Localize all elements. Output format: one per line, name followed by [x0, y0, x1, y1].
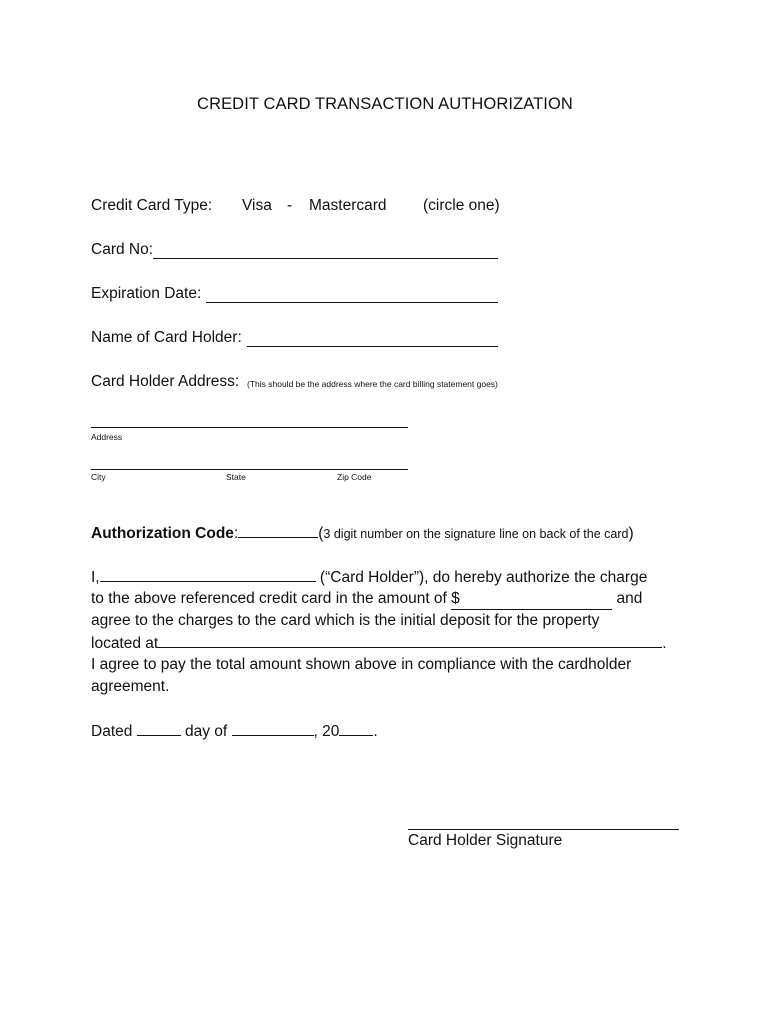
authorization-code-label: Authorization Code: [91, 525, 234, 542]
property-location-field[interactable]: [158, 633, 662, 648]
paragraph-l4-suffix: .: [662, 635, 667, 652]
card-type-note: (circle one): [423, 197, 500, 214]
paragraph-l4-prefix: located at: [91, 635, 159, 652]
form-title: CREDIT CARD TRANSACTION AUTHORIZATION: [197, 95, 573, 113]
expiration-date-field[interactable]: [206, 288, 498, 303]
amount-field[interactable]: [451, 589, 612, 610]
paragraph-l1-suffix: (“Card Holder”), do hereby authorize the charge: [315, 569, 648, 586]
paragraph-line-3: agree to the charges to the card which is the initial deposit for the property: [91, 612, 600, 629]
paragraph-l2-suffix: and: [612, 590, 643, 607]
card-number-field[interactable]: [153, 244, 498, 259]
paragraph-line-4: [91, 633, 667, 654]
month-field[interactable]: [232, 721, 314, 736]
dollar-sign: $: [451, 590, 460, 607]
dated-prefix: Dated: [91, 723, 137, 740]
expiration-date-label: Expiration Date:: [91, 285, 202, 302]
card-holder-address-label: Card Holder Address:: [91, 373, 240, 390]
address-caption: Address: [91, 432, 123, 442]
authorization-code-paren-open: (: [318, 525, 324, 542]
address-field[interactable]: [91, 413, 408, 428]
signature-field[interactable]: [408, 815, 679, 830]
city-caption: City: [91, 472, 106, 482]
authorization-code-field[interactable]: [238, 523, 318, 538]
card-holder-name-label: Name of Card Holder:: [91, 329, 242, 346]
card-holder-address-note: (This should be the address where the card billing statement goes): [247, 379, 498, 389]
year-field[interactable]: [339, 721, 373, 736]
paragraph-line-5: I agree to pay the total amount shown above in compliance with the cardholder: [91, 656, 632, 673]
card-holder-name-field[interactable]: [247, 332, 498, 347]
state-caption: State: [226, 472, 246, 482]
paragraph-l2-prefix: to the above referenced credit card in the amount of: [91, 590, 452, 607]
day-field[interactable]: [137, 721, 181, 736]
dated-end: .: [373, 723, 378, 740]
authorization-code-note: 3 digit number on the signature line on back of the card: [323, 527, 629, 541]
paragraph-line-2: [91, 589, 642, 610]
zip-code-caption: Zip Code: [337, 472, 372, 482]
dated-day-of: day of: [180, 723, 232, 740]
signature-caption: Card Holder Signature: [408, 832, 563, 849]
authorization-code-colon: :: [233, 525, 239, 542]
card-type-visa[interactable]: Visa: [242, 197, 272, 214]
card-type-separator: -: [287, 197, 293, 214]
card-type-mastercard[interactable]: Mastercard: [309, 197, 387, 214]
card-number-label: Card No:: [91, 241, 154, 258]
card-type-label: Credit Card Type:: [91, 197, 213, 214]
dated-year-prefix: , 20: [313, 723, 340, 740]
dated-row: [91, 721, 378, 742]
paragraph-l1-prefix: I,: [91, 569, 100, 586]
paragraph-line-6: agreement.: [91, 678, 170, 695]
city-state-zip-field[interactable]: [91, 455, 408, 470]
authorization-code-row: [91, 523, 634, 543]
paragraph-line-1: [91, 567, 647, 588]
card-holder-name-blank[interactable]: [100, 567, 316, 582]
authorization-code-paren-close: ): [628, 525, 634, 542]
